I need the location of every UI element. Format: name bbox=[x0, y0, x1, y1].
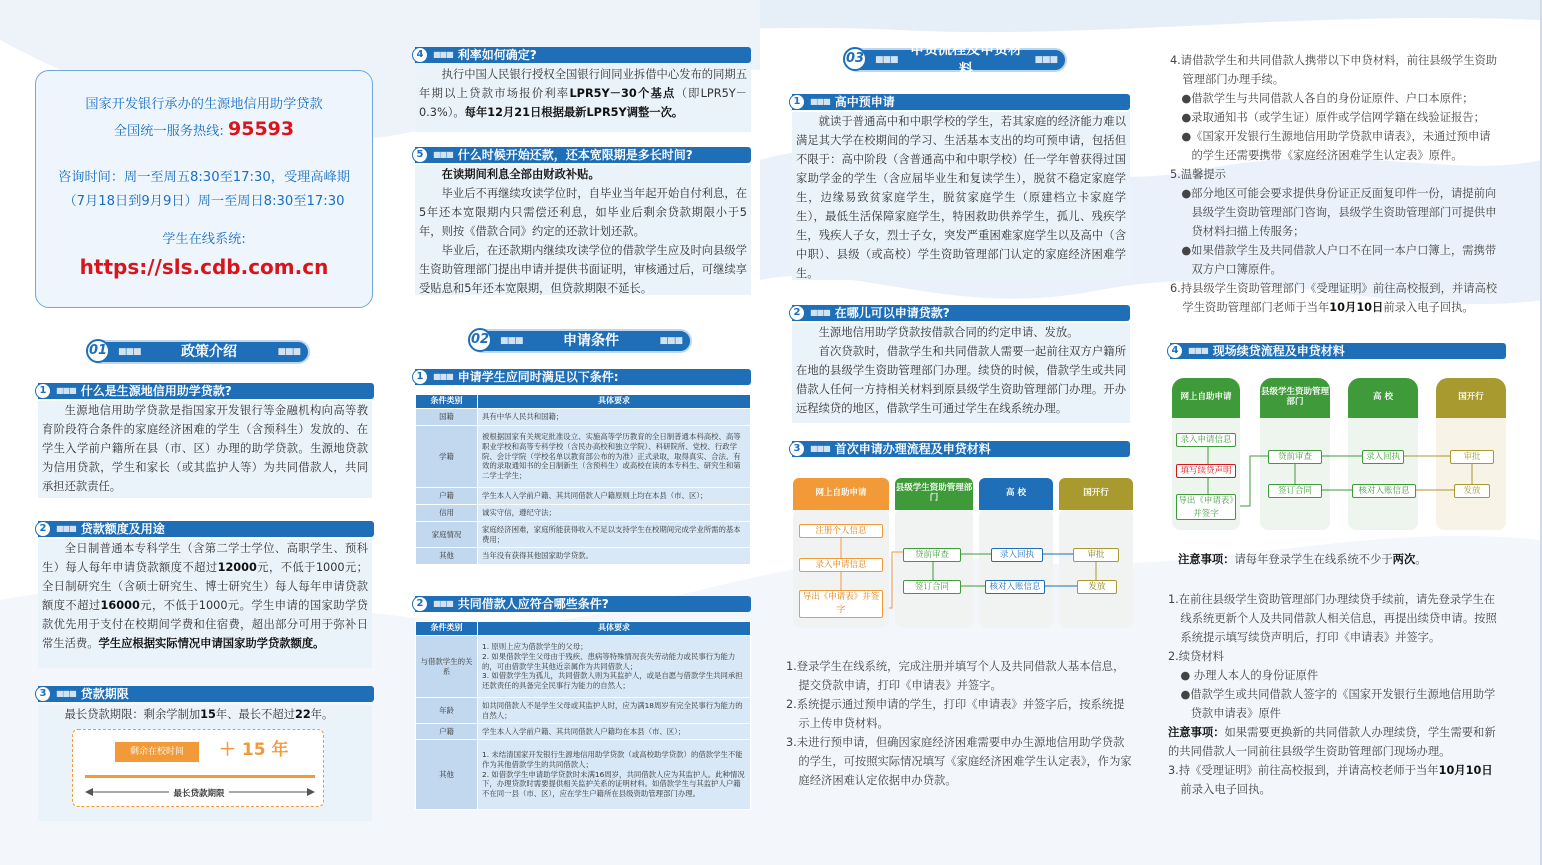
step-item: 3.未进行预申请，但确因家庭经济困难需要申办生源地信用助学贷款的学生，可按照实际情况填写《家庭经济困难学生认定表》，作为家庭经济困难认定依据申办贷款。 bbox=[786, 735, 1132, 787]
subheader-renewal-flow bbox=[1170, 343, 1506, 359]
table-row bbox=[416, 488, 751, 505]
step3-text: 3.持《受理证明》前往高校报到，并请高校老师于当年 bbox=[1168, 763, 1439, 777]
para-repayment bbox=[415, 165, 751, 295]
term-years-add: 15 bbox=[200, 708, 216, 721]
sub-number: 2 bbox=[412, 596, 428, 612]
subheader-loan-amount bbox=[38, 521, 374, 537]
dots-icon: ■■■ bbox=[810, 444, 830, 453]
sub-title: 什么是生源地信用助学贷款? bbox=[80, 384, 232, 398]
system-url-link[interactable]: https://sls.cdb.com.cn bbox=[79, 255, 329, 279]
sub-title: 共同借款人应符合哪些条件? bbox=[457, 597, 609, 611]
amount-text-1: 全日制普通本专科学生（含第二学士学位、高职学生、预科生）每人每年申请贷款额度不超过 bbox=[42, 542, 368, 574]
table-header: 具体要求 bbox=[478, 622, 751, 636]
materials-bullet: ●如果借款学生及共同借款人户口不在同一本户口簿上，需携带双方户口簿原件。 bbox=[1181, 243, 1497, 276]
sub-title: 现场续贷流程及申贷材料 bbox=[1212, 344, 1345, 358]
first-apply-steps bbox=[786, 658, 1132, 791]
flow-step: 录入回执 bbox=[1362, 450, 1404, 464]
sub-title: 贷款额度及用途 bbox=[80, 522, 165, 536]
plus-years-label: ＋ 15 年 bbox=[219, 740, 289, 760]
renewal-bullet: ● 办理人本人的身份证原件 bbox=[1180, 668, 1319, 682]
rate-text-2: （即LPR5Y－0.3%）。 bbox=[419, 86, 747, 119]
section-number: 01 bbox=[86, 339, 110, 363]
table-cell-label: 信用 bbox=[416, 505, 478, 522]
divider-line bbox=[85, 775, 315, 778]
hotline-number[interactable]: 95593 bbox=[228, 118, 295, 140]
sub-number: 4 bbox=[412, 47, 428, 63]
sub-title: 高中预申请 bbox=[834, 95, 895, 109]
flow-step: 导出《申请表》并签字 bbox=[1176, 494, 1236, 520]
table-cell-label: 其他 bbox=[416, 548, 478, 565]
note2-text: 如果需要更换新的共同借款人办理续贷，学生需要和新的共同借款人一同前往县级学生资助管理部门现场办理。 bbox=[1168, 725, 1496, 758]
subheader-student-conditions bbox=[415, 369, 751, 385]
renewal-bullet: ●借款学生或共同借款人签字的《国家开发银行生源地信用助学贷款申请表》原件 bbox=[1180, 687, 1496, 720]
note-label: 注意事项： bbox=[1178, 553, 1235, 566]
dots-icon: ■■■ bbox=[810, 97, 830, 106]
dots-icon: ■■■ bbox=[1188, 346, 1208, 355]
table-row bbox=[416, 698, 751, 724]
dots-icon: ■■■ bbox=[659, 336, 682, 346]
table-cell: 具有中华人民共和国籍； bbox=[478, 409, 751, 426]
table-cell: 诚实守信，遵纪守法； bbox=[478, 505, 751, 522]
sub-number: 4 bbox=[1167, 343, 1183, 359]
sub-title: 申请学生应同时满足以下条件: bbox=[457, 370, 619, 384]
dots-icon: ■■■ bbox=[810, 308, 830, 317]
subheader-loan-term bbox=[38, 686, 374, 702]
section-header-process bbox=[845, 42, 1067, 78]
table-header: 条件类别 bbox=[416, 622, 478, 636]
flow-step: 发放 bbox=[1454, 484, 1490, 498]
note-text: 请每年登录学生在线系统不少于 bbox=[1234, 553, 1393, 566]
step-item: 2.系统提示通过预申请的学生，打印《申请表》并签字后，按系统提示上传申贷材料。 bbox=[786, 697, 1125, 730]
dots-icon: ■■■ bbox=[56, 524, 76, 533]
co-borrower-table bbox=[415, 621, 751, 810]
table-header: 具体要求 bbox=[478, 395, 751, 409]
section-header-conditions bbox=[470, 329, 692, 353]
subheader-interest-rate bbox=[415, 47, 751, 63]
sub-title: 首次申请办理流程及申贷材料 bbox=[834, 442, 991, 456]
table-cell: 1. 未结清国家开发银行生源地信用助学贷款（或高校助学贷款）的借款学生不能作为其他借款学生的共同借款人； 2. 如借款学生申请助学贷款时未满16周岁，共同借款人应为其监护人。此种情况下，办理贷款时需要提供相关监护关系的证明材料。如借款学生与其监护人户籍不在同一县（市、区），应在学生户籍所在县级资助管理部门办理。 bbox=[478, 740, 751, 810]
sub-number: 2 bbox=[35, 521, 51, 537]
table-row bbox=[416, 740, 751, 810]
term-diagram bbox=[72, 729, 324, 807]
max-term-label: 最长贷款期限 bbox=[169, 789, 228, 799]
system-label: 学生在线系统: bbox=[162, 232, 246, 247]
flow-header-school: 高 校 bbox=[979, 478, 1053, 510]
table-row bbox=[416, 409, 751, 426]
table-header: 条件类别 bbox=[416, 395, 478, 409]
term-years-max: 22 bbox=[295, 708, 311, 721]
remaining-time-box: 剩余在校时间 bbox=[115, 742, 199, 762]
table-row bbox=[416, 505, 751, 522]
section-title: 申贷流程及申贷材料 bbox=[910, 42, 1022, 78]
subheader-pre-apply bbox=[792, 94, 1130, 110]
table-cell: 学生本人入学前户籍、其共同借款人户籍均在本县（市、区）； bbox=[478, 724, 751, 740]
term-text-3: 年。 bbox=[310, 708, 334, 721]
where-text-1: 生源地信用助学贷款按借款合同的约定申请、发放。 bbox=[818, 326, 1079, 339]
sub-title: 利率如何确定? bbox=[457, 48, 537, 62]
materials-bullet: ●录取通知书（或学生证）原件或学信网学籍在线验证报告； bbox=[1181, 110, 1485, 124]
dots-icon: ■■■ bbox=[56, 689, 76, 698]
dots-icon: ■■■ bbox=[277, 347, 300, 357]
student-conditions-table bbox=[415, 394, 751, 565]
dots-icon: ■■■ bbox=[500, 336, 523, 346]
table-cell-label: 户籍 bbox=[416, 488, 478, 505]
flow-step: 注册个人信息 bbox=[799, 524, 883, 538]
materials-item-5: 5.温馨提示 bbox=[1170, 167, 1226, 181]
rate-bold-2: 每年12月21日根据最新LPR5Y调整一次。 bbox=[464, 105, 684, 119]
materials-bullet: ●《国家开发银行生源地信用助学贷款申请表》，未通过预申请的学生还需要携带《家庭经济困难学生认定表》原件。 bbox=[1181, 129, 1491, 162]
table-cell: 家庭经济困难，家庭所能获得收入不足以支持学生在校期间完成学业所需的基本费用； bbox=[478, 522, 751, 548]
repay-text-2: 毕业后，在还款期内继续攻读学位的借款学生应及时向县级学生资助管理部门提出申请并提供书面证明，审核通过后，可继续享受贴息和5年还本宽限期，但贷款期限不延长。 bbox=[419, 243, 747, 295]
para-interest-rate bbox=[415, 65, 751, 132]
term-text-2: 年、最长不超过 bbox=[215, 708, 295, 721]
para-what-is-loan bbox=[38, 401, 372, 498]
where-text-2: 首次贷款时，借款学生和共同借款人需要一起前往双方户籍所在地的县级学生资助管理部门办理。续贷的时候，借款学生或共同借款人任何一方持相关材料到原县级学生资助管理部门办理。开办远程续贷的地区，借款学生可通过学生在线系统办理。 bbox=[796, 344, 1126, 415]
renewal-steps bbox=[1168, 591, 1502, 800]
sub-number: 2 bbox=[789, 305, 805, 321]
sub-title: 贷款期限 bbox=[80, 687, 129, 701]
renewal-note bbox=[1178, 551, 1508, 570]
renewal-flow-diagram bbox=[1172, 378, 1512, 534]
dots-icon: ■■■ bbox=[118, 347, 141, 357]
sub-number: 5 bbox=[412, 147, 428, 163]
materials-item-4: 4.请借款学生和共同借款人携带以下申贷材料，前往县级学生资助管理部门办理手续。 bbox=[1170, 54, 1498, 86]
subheader-where-apply bbox=[792, 305, 1130, 321]
para-loan-amount bbox=[38, 539, 372, 668]
flow-step: 贷前审查 bbox=[903, 548, 961, 562]
table-row bbox=[416, 724, 751, 740]
flow-step: 签订合同 bbox=[903, 580, 961, 594]
flow-step: 审批 bbox=[1450, 450, 1494, 464]
section-number: 02 bbox=[468, 328, 492, 352]
note-bold: 两次 bbox=[1392, 553, 1416, 566]
note2-label: 注意事项： bbox=[1168, 725, 1225, 739]
renewal-step-2: 2.续贷材料 bbox=[1168, 649, 1224, 663]
hotline-box bbox=[35, 70, 373, 308]
dots-icon: ■■■ bbox=[56, 386, 76, 395]
table-cell-label: 其他 bbox=[416, 740, 478, 810]
consult-time-2: （7月18日到9月9日）周一至周日8:30至17:30 bbox=[63, 194, 345, 209]
renewal-step-1: 1.在前往县级学生资助管理部门办理续贷手续前，请先登录学生在线系统更新个人及共同借款人相关信息，再提出续贷申请。按照系统提示填写续贷声明后，打印《申请表》并签字。 bbox=[1168, 593, 1497, 644]
renewal-note-2 bbox=[1168, 724, 1502, 762]
flow-step: 导出《申请表》并签字 bbox=[799, 590, 883, 618]
amount-text-3: 元，不低于1000元。学生申请的国家助学贷款优先用于支付在校期间学费和住宿费，超出部分可用于弥补日常生活费。 bbox=[42, 598, 368, 650]
table-cell-label: 学籍 bbox=[416, 426, 478, 488]
flow-step-highlight: 填写续贷声明 bbox=[1176, 464, 1236, 478]
repay-bold: 在读期间利息全部由财政补贴。 bbox=[441, 168, 600, 181]
item6-text: 6.持县级学生资助管理部门《受理证明》前往高校报到，并请高校学生资助管理部门老师于当年 bbox=[1170, 281, 1498, 314]
flow-step: 核对入账信息 bbox=[985, 580, 1045, 594]
amount-grad: 16000 bbox=[100, 598, 140, 612]
flow-header-online: 网上自助申请 bbox=[1172, 378, 1240, 418]
table-cell-label: 户籍 bbox=[416, 724, 478, 740]
table-cell-label: 与借款学生的关系 bbox=[416, 636, 478, 698]
flow-step: 录入回执 bbox=[991, 548, 1043, 562]
dots-icon: ■■■ bbox=[433, 372, 453, 381]
flow-step: 审批 bbox=[1073, 548, 1119, 562]
item6-end: 前录入电子回执。 bbox=[1383, 300, 1474, 314]
materials-item-6 bbox=[1170, 280, 1500, 318]
dots-icon: ■■■ bbox=[433, 150, 453, 159]
step3-end: 前录入电子回执。 bbox=[1180, 782, 1271, 796]
table-cell: 当年没有获得其他国家助学贷款。 bbox=[478, 548, 751, 565]
subheader-repayment bbox=[415, 147, 751, 163]
sub-title: 在哪儿可以申请贷款? bbox=[834, 306, 950, 320]
sub-number: 1 bbox=[35, 383, 51, 399]
flow-step: 发放 bbox=[1077, 580, 1117, 594]
dots-icon: ■■■ bbox=[433, 599, 453, 608]
dots-icon: ■■■ bbox=[433, 50, 453, 59]
table-cell: 如共同借款人不是学生父母或其监护人时，应为满18周岁有完全民事行为能力的自然人； bbox=[478, 698, 751, 724]
flow-step: 录入申请信息 bbox=[1176, 433, 1236, 447]
flow-header-cdb: 国开行 bbox=[1059, 478, 1133, 510]
para-where-apply bbox=[792, 323, 1130, 423]
flow-step: 核对入账信息 bbox=[1352, 484, 1416, 498]
step3-date: 10月10日 bbox=[1438, 763, 1493, 777]
materials-bullet: ●借款学生与共同借款人各自的身份证原件、户口本原件； bbox=[1181, 91, 1474, 105]
dots-icon: ■■■ bbox=[1034, 55, 1057, 65]
subheader-first-apply-flow bbox=[792, 441, 1130, 457]
dots-icon: ■■■ bbox=[875, 55, 898, 65]
sub-number: 1 bbox=[412, 369, 428, 385]
materials-bullet: ●部分地区可能会要求提供身份证正反面复印件一份，请提前向县级学生资助管理部门咨询，县级学生资助管理部门可提供申贷材料扫描上传服务； bbox=[1181, 186, 1497, 238]
first-apply-flow-diagram bbox=[793, 478, 1135, 630]
repay-text-1: 毕业后不再继续攻读学位时，自毕业当年起开始自付利息，在5年还本宽限期内只需偿还利息，如毕业后剩余贷款期限小于5年，则按《借款合同》约定的还款计划还款。 bbox=[419, 186, 747, 238]
table-cell-label: 国籍 bbox=[416, 409, 478, 426]
flow-step: 贷前审查 bbox=[1268, 450, 1322, 464]
para-text: 就读于普通高中和中职学校的学生，若其家庭的经济能力难以满足其大学在校期间的学习、生活基本支出的均可预申请，包括但不限于：高中阶段（含普通高中和中职学校）任一学年曾获得过国家助学金的学生（含应届毕业生和复读学生），脱贫不稳定家庭学生，边缘易致贫家庭学生，脱贫家庭学生（原建档立卡家庭学生），最低生活保障家庭学生，特困救助供养学生，孤儿、残疾学生，残疾人子女，烈士子女，突发严重困难家庭学生以及高中（含中职）、县级（或高校）学生资助管理部门认定的家庭经济困难学生。 bbox=[796, 115, 1126, 280]
flow-step: 录入申请信息 bbox=[799, 558, 883, 572]
section-number: 03 bbox=[843, 47, 867, 71]
consult-time-1: 咨询时间：周一至周五8:30至17:30，受理高峰期 bbox=[58, 170, 350, 185]
sub-number: 3 bbox=[789, 441, 805, 457]
flow-header-online: 网上自助申请 bbox=[793, 478, 889, 510]
rate-text-1: 执行中国人民银行授权全国银行间同业拆借中心发布的同期五年期以上贷款市场报价利率 bbox=[419, 68, 747, 100]
subheader-what-is-loan bbox=[38, 383, 374, 399]
table-cell-label: 年龄 bbox=[416, 698, 478, 724]
sub-title: 什么时候开始还款，还本宽限期是多长时间? bbox=[457, 148, 693, 162]
flow-header-cdb: 国开行 bbox=[1436, 378, 1506, 418]
materials-list bbox=[1170, 52, 1500, 318]
table-cell: 学生本人入学前户籍、其共同借款人户籍原则上均在本县（市、区）； bbox=[478, 488, 751, 505]
item6-date: 10月10日 bbox=[1329, 300, 1384, 314]
section-title: 申请条件 bbox=[563, 333, 619, 349]
section-title: 政策介绍 bbox=[181, 344, 237, 360]
table-cell: 被根据国家有关规定批准设立、实施高等学历教育的全日制普通本科高校、高等职业学校和高等专科学校（含民办高校和独立学院）、科研院所、党校、行政学院、会计学院（学校名单以教育部公布的为准）正式录取，取得真实、合法、有效的录取通知书的全日制新生（含预科生）或高校在读的本专科生、研究生和第二学士学生； bbox=[478, 426, 751, 488]
flow-header-school: 高 校 bbox=[1348, 378, 1418, 418]
section-header-policy bbox=[88, 340, 310, 364]
table-row bbox=[416, 636, 751, 698]
subheader-co-borrower bbox=[415, 596, 751, 612]
rate-bold-1: LPR5Y－30个基点 bbox=[569, 86, 676, 100]
table-row bbox=[416, 548, 751, 565]
hotline-line2 bbox=[36, 117, 372, 144]
table-row bbox=[416, 426, 751, 488]
flow-header-county: 县级学生资助管理部门 bbox=[1260, 378, 1330, 418]
hotline-line1: 国家开发银行承办的生源地信用助学贷款 bbox=[85, 97, 323, 112]
step-item: 1.登录学生在线系统，完成注册并填写个人及共同借款人基本信息，提交贷款申请，打印《申请表》并签字。 bbox=[786, 660, 1125, 692]
sub-number: 1 bbox=[789, 94, 805, 110]
hotline-label: 全国统一服务热线: bbox=[113, 124, 224, 139]
amount-bold-note: 学生应根据实际情况申请国家助学贷款额度。 bbox=[98, 636, 325, 650]
flow-step: 签订合同 bbox=[1268, 484, 1322, 498]
table-cell-label: 家庭情况 bbox=[416, 522, 478, 548]
table-row bbox=[416, 522, 751, 548]
para-pre-apply bbox=[792, 112, 1130, 280]
amount-undergrad: 12000 bbox=[217, 560, 257, 574]
amount-text-2: 元，不低于1000元；全日制研究生（含硕士研究生、博士研究生）每人每年申请贷款额度不超过 bbox=[42, 560, 368, 612]
renewal-step-3 bbox=[1168, 762, 1502, 800]
note-end: 。 bbox=[1415, 553, 1427, 566]
sub-number: 3 bbox=[35, 686, 51, 702]
flow-header-county: 县级学生资助管理部门 bbox=[895, 478, 973, 510]
para-text: 生源地信用助学贷款是指国家开发银行等金融机构向高等教育阶段符合条件的家庭经济困难的学生（含预科生）发放的、在学生入学前户籍所在县（市、区）办理的助学贷款。生源地贷款为信用贷款，学生和家长（或其监护人等）为共同借款人，共同承担还款责任。 bbox=[42, 404, 368, 493]
term-text-1: 最长贷款期限：剩余学制加 bbox=[64, 708, 201, 721]
table-cell: 1. 原则上应为借款学生的父母； 2. 如果借款学生父母由于残疾、患病等特殊情况丧失劳动能力或民事行为能力的，可由借款学生其他近亲属作为共同借款人； 3. 如借款学生为孤儿，共同借款人则为其监护人，或是自愿与借款学生共同承担还款责任的具备完全民事行为能力的自然人； bbox=[478, 636, 751, 698]
